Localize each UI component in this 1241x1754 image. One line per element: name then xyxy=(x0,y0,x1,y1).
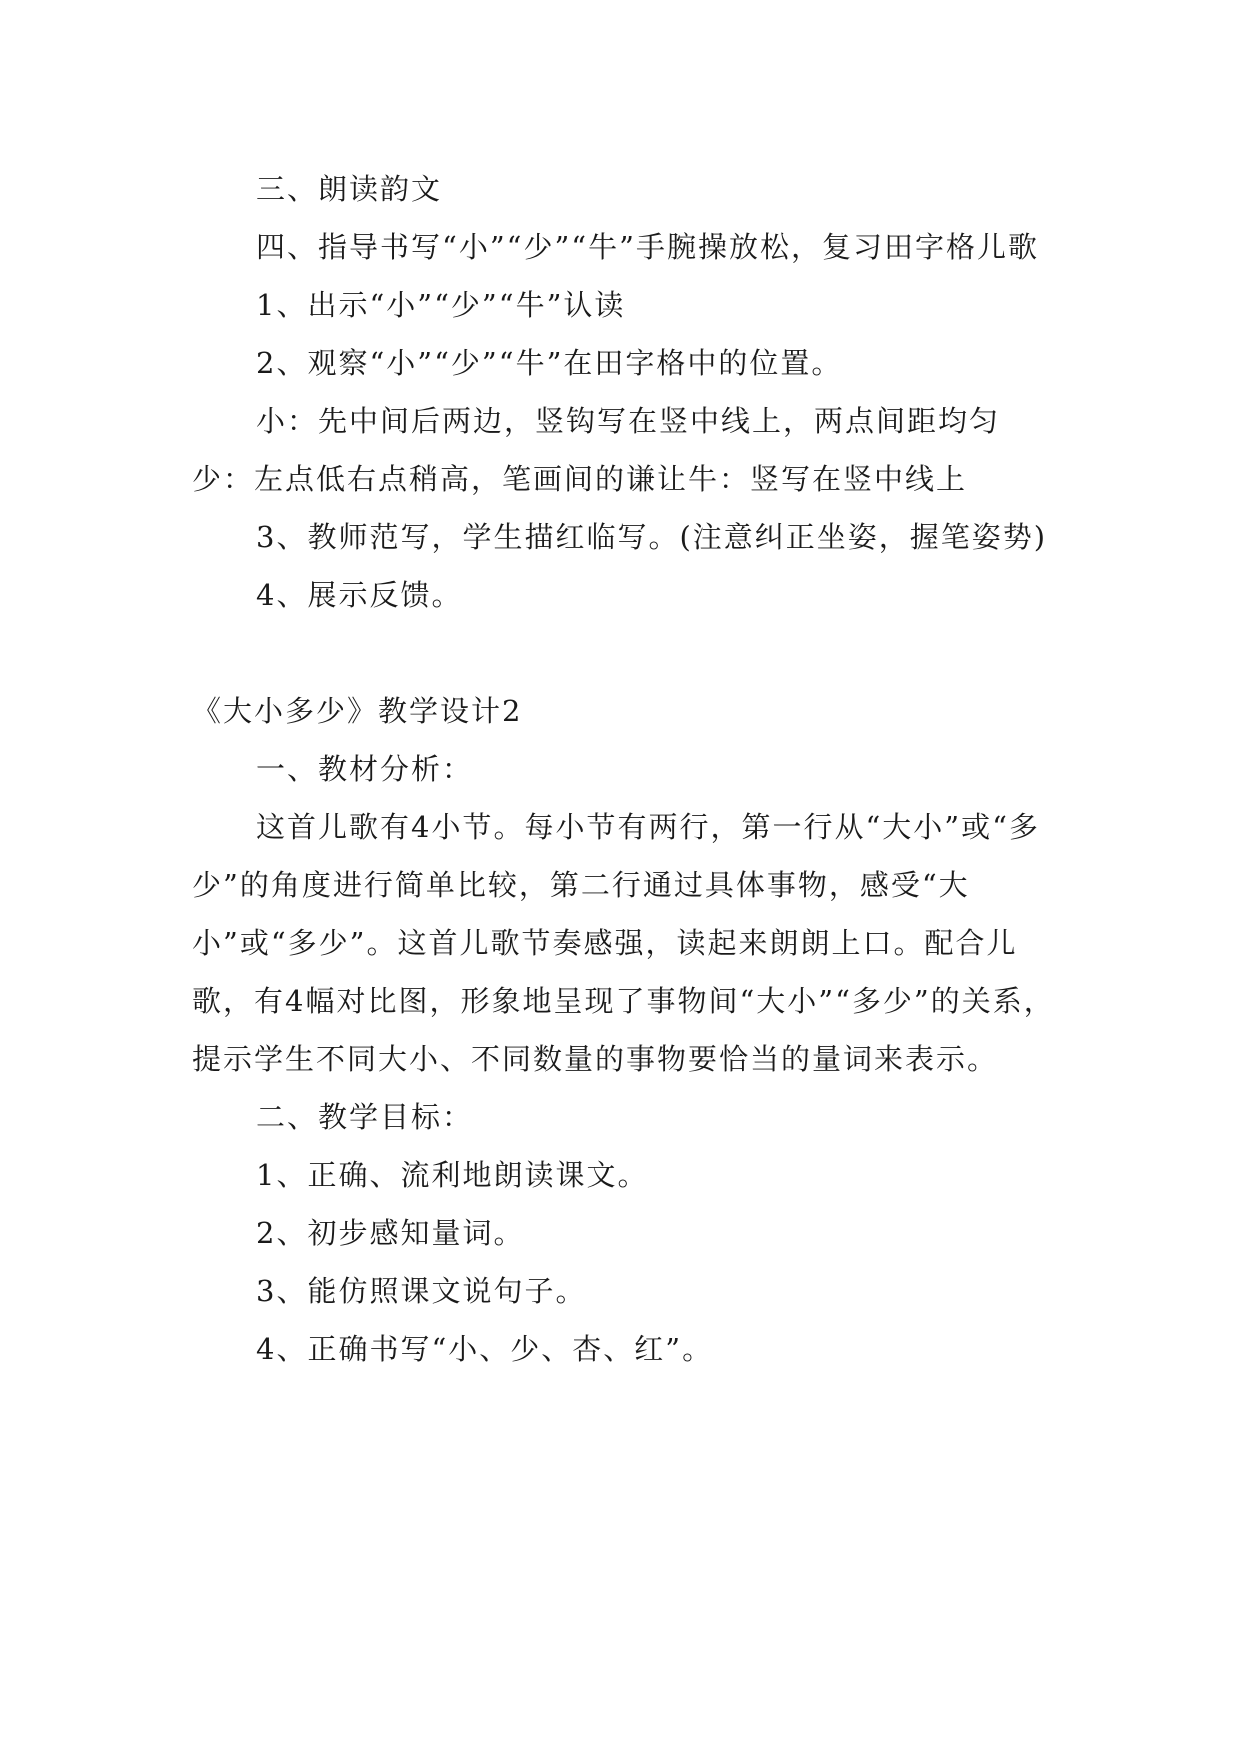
textbook-analysis-body: 这首儿歌有4小节。每小节有两行，第一行从“大小”或“多少”的角度进行简单比较，第二行通过具体事物，感受“大小”或“多少”。这首儿歌节奏感强，读起来朗朗上口。配合儿歌，有4幅对比图，形象地呈现了事物间“大小”“多少”的关系，提示学生不同大小、不同数量的事物要恰当的量词来表示。 xyxy=(192,810,1055,1076)
teaching-goal-1: 1、正确、流利地朗读课文。 xyxy=(256,1158,649,1192)
step-four-item-1: 1、出示“小”“少”“牛”认读 xyxy=(256,288,626,322)
step-four-item-4: 4、展示反馈。 xyxy=(256,578,463,612)
document-body xyxy=(192,160,1062,1378)
textbook-analysis-heading: 一、教材分析： xyxy=(256,752,474,786)
teaching-goal-2: 2、初步感知量词。 xyxy=(256,1216,525,1250)
section-spacer xyxy=(192,624,1062,682)
section-title: 《大小多少》教学设计2 xyxy=(192,694,523,728)
step-three-heading: 三、朗读韵文 xyxy=(256,172,443,206)
writing-note-xiao: 小：先中间后两边，竖钩写在竖中线上，两点间距均匀 xyxy=(256,404,1001,438)
teaching-goal-3: 3、能仿照课文说句子。 xyxy=(256,1274,587,1308)
step-four-item-3: 3、教师范写，学生描红临写。(注意纠正坐姿，握笔姿势) xyxy=(256,520,1048,554)
step-four-heading: 四、指导书写“小”“少”“牛”手腕操放松，复习田字格儿歌 xyxy=(256,230,1039,264)
teaching-goal-4: 4、正确书写“小、少、杏、红”。 xyxy=(256,1332,714,1366)
teaching-goals-heading: 二、教学目标： xyxy=(256,1100,474,1134)
step-four-item-2: 2、观察“小”“少”“牛”在田字格中的位置。 xyxy=(256,346,843,380)
writing-note-shao-niu: 少：左点低右点稍高，笔画间的谦让牛：竖写在竖中线上 xyxy=(192,462,968,496)
